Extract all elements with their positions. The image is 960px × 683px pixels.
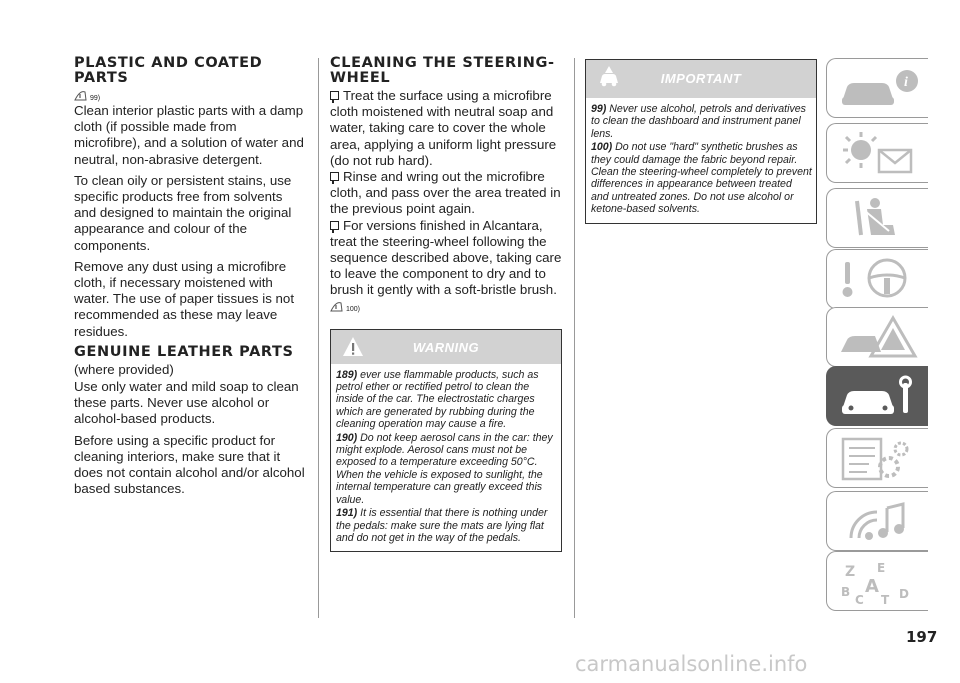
svg-text:E: E [877, 561, 886, 575]
tab-technical-data[interactable] [826, 428, 928, 488]
bullet-item [330, 218, 562, 299]
svg-text:Z: Z [845, 564, 856, 580]
column-divider-1 [318, 58, 319, 618]
car-info-icon [837, 65, 919, 113]
tab-safety[interactable] [826, 188, 928, 248]
specifications-gear-icon [837, 435, 919, 483]
reference-note [330, 299, 562, 313]
paragraph: (where provided) [74, 361, 174, 377]
item-number: 99) [591, 103, 607, 115]
warning-title: WARNING [412, 339, 480, 355]
watermark: carmanualsonline.info [575, 652, 808, 676]
warning-box [330, 329, 562, 553]
important-header [586, 60, 816, 98]
svg-text:B: B [841, 585, 851, 599]
attention-icon [330, 300, 343, 313]
tab-warning-lights[interactable] [826, 123, 928, 183]
warning-light-envelope-icon [837, 130, 919, 178]
item-text: Never use alcohol, petrols and derivatives to clean the dashboard and instrument panel lens. [591, 103, 806, 140]
heading-cleaning-steering-wheel: CLEANING THE STEERING-WHEEL [330, 55, 555, 86]
warning-item [336, 432, 557, 506]
item-number: 191) [336, 507, 358, 520]
important-item [591, 103, 812, 140]
item-text: Do not keep aerosol cans in the car: they might explode. Aerosol cans must not be exposed to a temperature exceeding 50°C. When the vehicle is exposed to sunlight, the internal temperature can greatly exceed this value. [336, 431, 553, 506]
bullet-icon [330, 221, 339, 230]
paragraph: Clean interior plastic parts with a damp cloth (if possible made from microfibre), and a solution of water and neutral, non-abrasive detergent. [74, 103, 304, 167]
svg-text:i: i [904, 75, 908, 90]
bullet-item [330, 169, 562, 218]
column-left [74, 56, 306, 502]
paragraph: Remove any dust using a microfibre cloth, if necessary moistened with water. The use of paper tissues is not recommended as these may leave residues. [74, 258, 295, 339]
tab-in-an-emergency[interactable] [826, 307, 928, 367]
tab-servicing-and-care[interactable] [826, 366, 928, 426]
bullet-text: Treat the surface using a microfibre cloth moistened with neutral soap and water, taking care to cover the whole area, applying a uniform light pressure (do not rub hard). [330, 88, 557, 168]
reference-number: 100) [346, 305, 361, 313]
breakdown-triangle-icon [837, 314, 919, 362]
reference-number: 99) [90, 95, 101, 102]
item-number: 190) [336, 431, 358, 444]
tab-knowing-your-car[interactable] [826, 58, 928, 118]
steering-wheel-key-icon [837, 256, 919, 304]
airbag-seat-icon [837, 195, 919, 243]
column-middle [330, 56, 562, 552]
item-number: 189) [336, 368, 358, 381]
important-body [586, 98, 816, 223]
paragraph: To clean oily or persistent stains, use specific products free from solvents and designed to maintain the original appearance and colour of the components. [74, 172, 292, 253]
heading-plastic-coated-parts: PLASTIC AND COATED PARTS [74, 55, 263, 86]
important-title: IMPORTANT [660, 71, 742, 86]
item-text: It is essential that there is nothing under the pedals: make sure the mats are lying flat and do not get in the way of the pedals. [336, 507, 548, 544]
warning-item [336, 369, 557, 431]
warning-item [336, 507, 557, 544]
tab-multimedia[interactable] [826, 491, 928, 551]
item-text: ever use flammable products, such as petrol ether or rectified petrol to clean the inside of the car. The electrostatic charges which are generated by rubbing during the cleaning operation may cause a fire. [336, 368, 539, 431]
column-right [585, 59, 817, 224]
svg-text:C: C [855, 593, 864, 606]
bullet-text: Rinse and wring out the microfibre cloth, and pass over the area treated in the previous point again. [330, 169, 561, 217]
item-number: 100) [591, 141, 613, 154]
car-maintenance-wrench-icon [837, 373, 919, 421]
reference-note [74, 88, 306, 102]
heading-genuine-leather-parts: GENUINE LEATHER PARTS [74, 343, 294, 360]
svg-text:D: D [899, 587, 909, 601]
multimedia-music-icon [837, 498, 919, 546]
svg-text:T: T [881, 593, 890, 606]
warning-body [331, 364, 561, 552]
warning-header [331, 330, 561, 364]
alphabetical-index-icon [837, 558, 919, 606]
bullet-icon [330, 172, 339, 181]
tab-starting-driving[interactable] [826, 249, 928, 309]
bullet-item [330, 88, 562, 169]
svg-text:A: A [865, 576, 879, 597]
bullet-text: For versions finished in Alcantara, treat the steering-wheel following the sequence described above, taking care to leave the component to dry and to brush it gently with a soft-bristle brush. [330, 217, 562, 298]
bullet-icon [330, 91, 339, 100]
page-number: 197 [906, 628, 938, 646]
paragraph: Use only water and mild soap to clean these parts. Never use alcohol or alcohol-based products. [74, 379, 299, 427]
column-divider-2 [574, 58, 575, 618]
important-box [585, 59, 817, 224]
tab-index[interactable] [826, 551, 928, 611]
item-text: Do not use "hard" synthetic brushes as they could damage the fabric beyond repair. Clean the steering-wheel completely to prevent differences in appearance between treated and untreated zones. Do not use alcohol or ketone-based solvents. [591, 141, 812, 216]
attention-icon [74, 89, 87, 102]
paragraph: Before using a specific product for cleaning interiors, make sure that it does not contain alcohol and/or alcohol based substances. [74, 432, 305, 497]
important-item [591, 141, 812, 215]
